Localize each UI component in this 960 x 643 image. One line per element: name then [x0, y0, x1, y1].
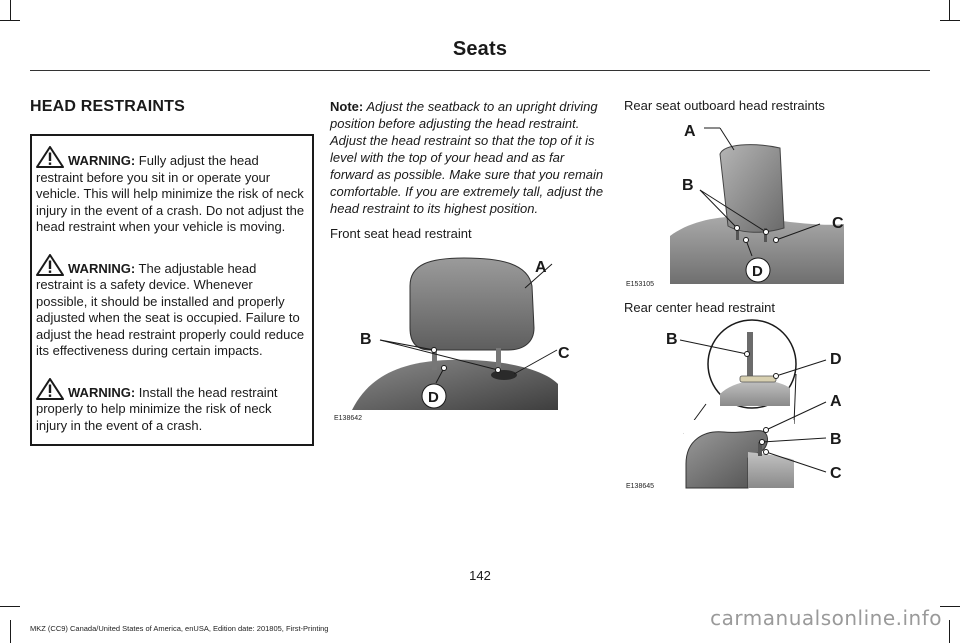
callout-a: A [684, 123, 696, 140]
callout-dot [745, 352, 750, 357]
callout-dot [744, 238, 749, 243]
figure-code: E138645 [626, 483, 655, 490]
callout-d: D [428, 389, 439, 406]
callout-dot [735, 226, 740, 231]
warning-item [36, 146, 306, 236]
callout-b: B [830, 431, 842, 448]
crop-mark [10, 620, 11, 643]
front-seat-head-restraint-figure [332, 250, 582, 428]
callout-b-detail: B [666, 331, 678, 348]
head-restraint [410, 258, 534, 350]
callout-b: B [360, 331, 372, 348]
callout-dot [774, 238, 779, 243]
page-number: 142 [469, 568, 491, 583]
warning-item [36, 378, 306, 435]
note-text: Adjust the seatback to an upright driving position before adjusting the head restraint. Adjust the head restraint so that the top of it is level with the top of your head and as far forward as possible. Make sure that you remain comfortable. If you are extremely tall, adjust the head restraint to its highest position. [330, 99, 604, 216]
watermark: carmanualsonline.info [710, 606, 942, 630]
figure-code: E138642 [334, 415, 363, 422]
callout-dot [442, 366, 447, 371]
callout-dot [774, 374, 779, 379]
callout-a: A [830, 393, 842, 410]
post-guide [491, 370, 517, 380]
callout-c: C [558, 345, 570, 362]
callout-dot [432, 348, 437, 353]
crop-mark [0, 20, 20, 21]
warning-label: WARNING: [68, 260, 136, 276]
middle-column [330, 98, 605, 242]
warning-text: Install the head restraint properly to help minimize the risk of neck injury in the event of a crash. [36, 384, 278, 433]
figure-title-rear-center: Rear center head restraint [624, 300, 776, 315]
figure-title-rear-outboard: Rear seat outboard head restraints [624, 98, 825, 113]
header-divider [30, 70, 930, 71]
head-restraint [720, 145, 784, 233]
detail-post [747, 332, 753, 382]
support-post [496, 348, 501, 370]
warning-triangle-icon [36, 378, 64, 400]
callout-dot [764, 230, 769, 235]
callout-c: C [832, 215, 844, 232]
crop-mark [0, 606, 20, 607]
callout-b: B [682, 177, 694, 194]
callout-dot [496, 368, 501, 373]
callout-d: D [830, 351, 842, 368]
callout-a: A [535, 259, 547, 276]
detail-guide-button [740, 376, 776, 382]
callout-line [766, 402, 826, 430]
warning-label: WARNING: [68, 384, 136, 400]
callout-dot [764, 450, 769, 455]
left-column [30, 98, 312, 446]
warning-label: WARNING: [68, 153, 136, 168]
section-heading: HEAD RESTRAINTS [30, 98, 186, 115]
figure-title-front-seat: Front seat head restraint [330, 226, 472, 241]
crop-mark [949, 620, 950, 643]
rear-center-head-restraint-figure [624, 314, 854, 492]
callout-dot [764, 428, 769, 433]
warning-box [30, 134, 314, 446]
note-paragraph [330, 98, 605, 217]
crop-mark [940, 606, 960, 607]
crop-mark [940, 20, 960, 21]
crop-mark [949, 0, 950, 20]
warning-triangle-icon [36, 146, 64, 168]
figure-code: E153105 [626, 281, 655, 288]
warning-text: Fully adjust the head restraint before you sit in or operate your vehicle. This will help minimize the risk of neck injury in the event of a crash. Do not adjust the head restraint when your vehicle is moving. [36, 153, 305, 234]
warning-triangle-icon [36, 254, 64, 276]
warning-item [36, 254, 306, 360]
note-label: Note: [330, 99, 364, 114]
warning-text: The adjustable head restraint is a safety device. Whenever possible, it should be installed and properly adjusted when the seat is occupied. Failure to adjust the head restraint properly could reduce its effectiveness during certain impacts. [36, 260, 305, 358]
crop-mark [10, 0, 11, 20]
edition-footer: MKZ (CC9) Canada/United States of America, enUSA, Edition date: 201805, First-Printing [30, 624, 329, 633]
rear-outboard-head-restraint-figure [624, 116, 854, 292]
callout-c: C [830, 465, 842, 482]
page-title: Seats [452, 38, 508, 60]
callout-dot [760, 440, 765, 445]
callout-d: D [752, 263, 763, 280]
